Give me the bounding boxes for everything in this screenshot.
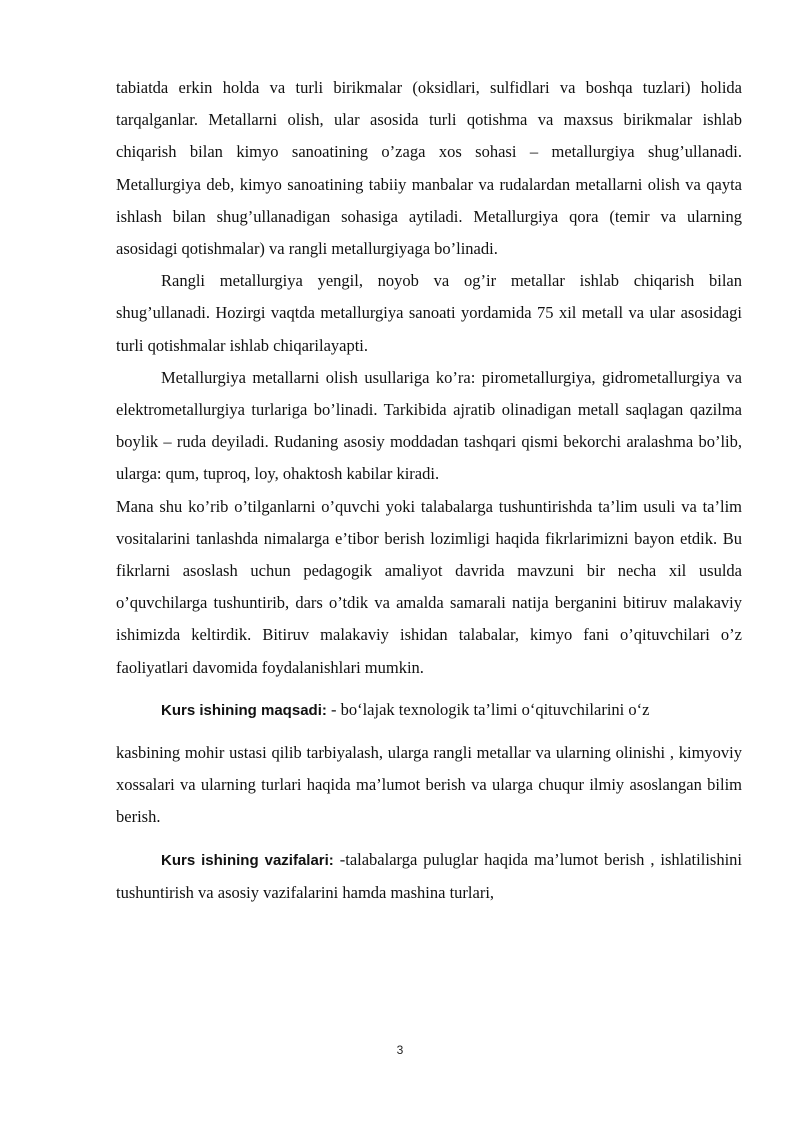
document-page (116, 72, 742, 909)
paragraph-metallurgy-methods: Metallurgiya metallarni olish usullariga ko’ra: pirometallurgiya, gidrometallurgiya va elektrometallurgiya turlariga bo’linadi. Tarkibida ajratib olinadigan metall saqlagan qazilma boylik – ruda deyiladi. Rudaning asosiy moddadan tashqari qismi bekorchi aralashma bo’lib, ularga: qum, tuproq, loy, ohaktosh kabilar kiradi. (116, 367, 742, 484)
goal-heading-line (116, 694, 742, 727)
goal-text-first-line: - bo‘lajak texnologik ta’limi o‘qituvchilarini o‘z (326, 699, 650, 719)
paragraph-teaching-summary: Mana shu ko’rib o’tilganlarni o’quvchi yoki talabalarga tushuntirishda ta’lim usuli va ta’lim vositalarini tanlashda nimalarga e’tibor berish lozimligi haqida fikrlarimizni bayon etdik. Bu fikrlarni asoslash uchun pedagogik amaliyot davrida mavzuni bir necha xil usulda o’quvchilarga tushuntirib, dars o’tdik va amalda samarali natija berganini bitiruv malakaviy ishimizda keltirdik. Bitiruv malakaviy ishidan talabalar, kimyo fani o’qituvchilari o’z faoliyatlari davomida foydalanishlari mumkin. (116, 496, 742, 677)
tasks-text: -talabalarga puluglar haqida ma’lumot berish , ishlatilishini tushuntirish va asosiy vazifalarini hamda mashina turlari, (116, 849, 742, 902)
paragraph-colored-metallurgy: Rangli metallurgiya yengil, noyob va og’ir metallar ishlab chiqarish bilan shug’ullanadi. Hozirgi vaqtda metallurgiya sanoati yordamida 75 xil metall va ular asosidagi turli qotishmalar ishlab chiqarilayapti. (116, 271, 742, 355)
page-number: 3 (396, 1043, 404, 1057)
goal-text-continuation: kasbining mohir ustasi qilib tarbiyalash, ularga rangli metallar va ularning olinishi , kimyoviy xossalari va ularning turlari haqida ma’lumot berish va ularga chuqur ilmiy asoslangan bilim berish. (116, 743, 742, 827)
tasks-paragraph (116, 844, 742, 909)
paragraph-metallurgy-intro: tabiatda erkin holda va turli birikmalar (oksidlari, sulfidlari va boshqa tuzlari) holida tarqalganlar. Metallarni olish, ular asosida turli qotishma va maxsus birikmalar ishlab chiqarish bilan kimyo sanoatining o’zaga xos sohasi – metallurgiya shug’ullanadi. Metallurgiya deb, kimyo sanoatining tabiiy manbalar va rudalardan metallarni olish va qayta ishlash bilan shug’ullanadigan sohasiga aytiladi. Metallurgiya qora (temir va ularning asosidagi qotishmalar) va rangli metallurgiyaga bo’linadi. (116, 78, 742, 259)
tasks-label: Kurs ishining vazifalari: (161, 851, 334, 869)
goal-label: Kurs ishining maqsadi: (161, 701, 327, 719)
